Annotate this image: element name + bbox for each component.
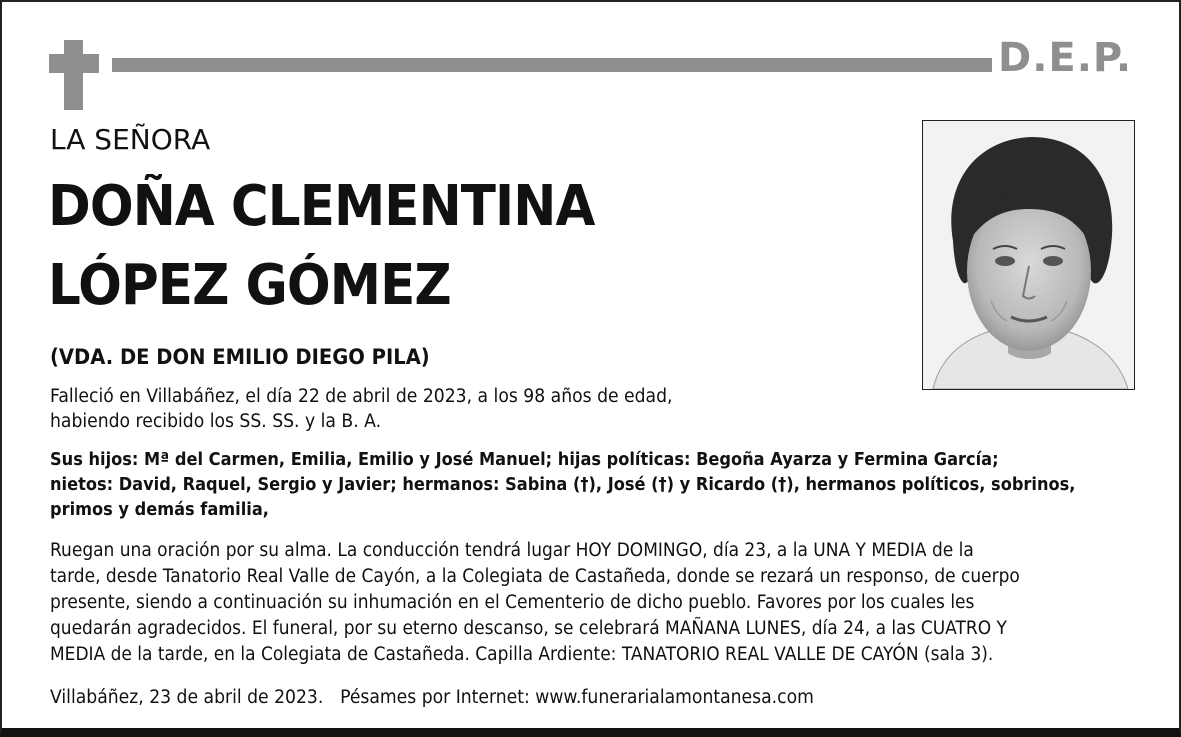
service-line: Ruegan una oración por su alma. La conducción tendrá lugar HOY DOMINGO, día 23, a la UNA Y MEDIA de la [50, 540, 974, 561]
service-line: quedarán agradecidos. El funeral, por su eterno descanso, se celebrará MAÑANA LUNES, día 24, a las CUATRO Y [50, 618, 1007, 639]
service-line: MEDIA de la tarde, en la Colegiata de Castañeda. Capilla Ardiente: TANATORIO REAL VALLE DE CAYÓN (sala 3). [50, 644, 994, 665]
widow-of-line: (VDA. DE DON EMILIO DIEGO PILA) [50, 345, 430, 369]
title-prefix: LA SEÑORA [50, 123, 211, 156]
header-rule [112, 58, 992, 72]
portrait-photo-icon [922, 120, 1135, 390]
family-line: Sus hijos: Mª del Carmen, Emilia, Emilio y José Manuel; hijas políticas: Begoña Ayarza y Fermina García; [50, 449, 999, 470]
deceased-name-line-1: DOÑA CLEMENTINA [48, 174, 595, 239]
death-details [50, 384, 672, 434]
footer-condolences: Pésames por Internet: www.funerarialamontanesa.com [340, 687, 814, 708]
death-line: Falleció en Villabáñez, el día 22 de abril de 2023, a los 98 años de edad, [50, 386, 673, 407]
deceased-name-line-2: LÓPEZ GÓMEZ [48, 253, 451, 318]
footer-line [50, 689, 814, 708]
cross-vertical-bar [64, 40, 83, 110]
footer-place-date: Villabáñez, 23 de abril de 2023. [50, 687, 324, 708]
service-details [50, 538, 1020, 668]
family-list [50, 447, 1075, 522]
death-line: habiendo recibido los SS. SS. y la B. A. [50, 411, 382, 432]
service-line: tarde, desde Tanatorio Real Valle de Cayón, a la Colegiata de Castañeda, donde se rezará un responso, de cuerpo [50, 566, 1020, 587]
family-line: primos y demás familia, [50, 499, 269, 520]
service-line: presente, siendo a continuación su inhumación en el Cementerio de dicho pueblo. Favores por los cuales les [50, 592, 975, 613]
family-line: nietos: David, Raquel, Sergio y Javier; hermanos: Sabina (†), José (†) y Ricardo (†), hermanos políticos, sobrinos, [50, 474, 1076, 495]
cross-horizontal-bar [49, 54, 99, 73]
dep-tag: D.E.P. [998, 35, 1133, 81]
